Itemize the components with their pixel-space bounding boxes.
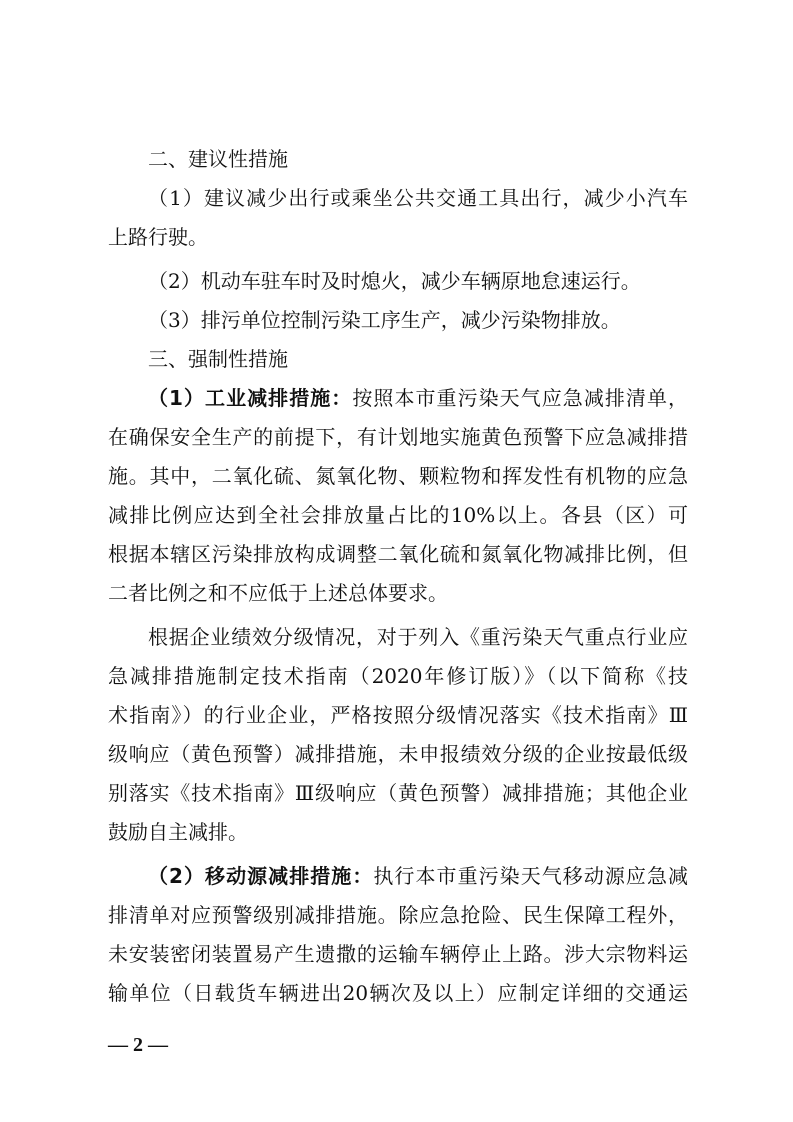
paragraph-line: 在确保安全生产的前提下，有计划地实施黄色预警下应急减排措 <box>108 425 688 449</box>
paragraph-line: 别落实《技术指南》Ⅲ级响应（黄色预警）减排措施；其他企业 <box>108 781 688 805</box>
paragraph-line: 根据企业绩效分级情况，对于列入《重污染天气重点行业应 <box>148 625 688 649</box>
paragraph-line: 根据本辖区污染排放构成调整二氧化硫和氮氧化物减排比例，但 <box>108 542 688 566</box>
subsection-title-industrial: （1）工业减排措施： <box>148 386 353 410</box>
paragraph-line: 急减排措施制定技术指南（2020年修订版）》（以下简称《技 <box>108 664 688 688</box>
paragraph-line: 排清单对应预警级别减排措施。除应急抢险、民生保障工程外， <box>108 903 688 927</box>
paragraph-line: 级响应（黄色预警）减排措施，未申报绩效分级的企业按最低级 <box>108 742 688 766</box>
paragraph-line: 术指南》）的行业企业，严格按照分级情况落实《技术指南》Ⅲ <box>108 703 688 727</box>
paragraph-line: 输单位（日载货车辆进出20辆次及以上）应制定详细的交通运 <box>108 981 688 1005</box>
page-number: — 2 — <box>108 1034 168 1056</box>
paragraph-line: （1）建议减少出行或乘坐公共交通工具出行，减少小汽车 <box>148 186 688 210</box>
paragraph-line: 未安装密闭装置易产生遗撒的运输车辆停止上路。涉大宗物料运 <box>108 942 688 966</box>
document-body <box>108 140 688 1013</box>
paragraph-line: 上路行驶。 <box>108 225 208 249</box>
paragraph-line: 鼓励自主减排。 <box>108 820 248 844</box>
paragraph-line: 减排比例应达到全社会排放量占比的10%以上。各县（区）可 <box>108 503 688 527</box>
paragraph-line: （2）机动车驻车时及时熄火，减少车辆原地怠速运行。 <box>148 269 641 293</box>
section-heading-advisory: 二、建议性措施 <box>148 147 288 171</box>
section-heading-mandatory: 三、强制性措施 <box>148 347 288 371</box>
paragraph-line: （3）排污单位控制污染工序生产，减少污染物排放。 <box>148 308 621 332</box>
paragraph-line: 施。其中，二氧化硫、氮氧化物、颗粒物和挥发性有机物的应急 <box>108 464 688 488</box>
paragraph-line: （2）移动源减排措施：执行本市重污染天气移动源应急减 <box>148 864 688 888</box>
paragraph-line: （1）工业减排措施：按照本市重污染天气应急减排清单， <box>148 386 689 410</box>
subsection-title-mobile-source: （2）移动源减排措施： <box>148 864 374 888</box>
paragraph-line: 二者比例之和不应低于上述总体要求。 <box>108 581 448 605</box>
